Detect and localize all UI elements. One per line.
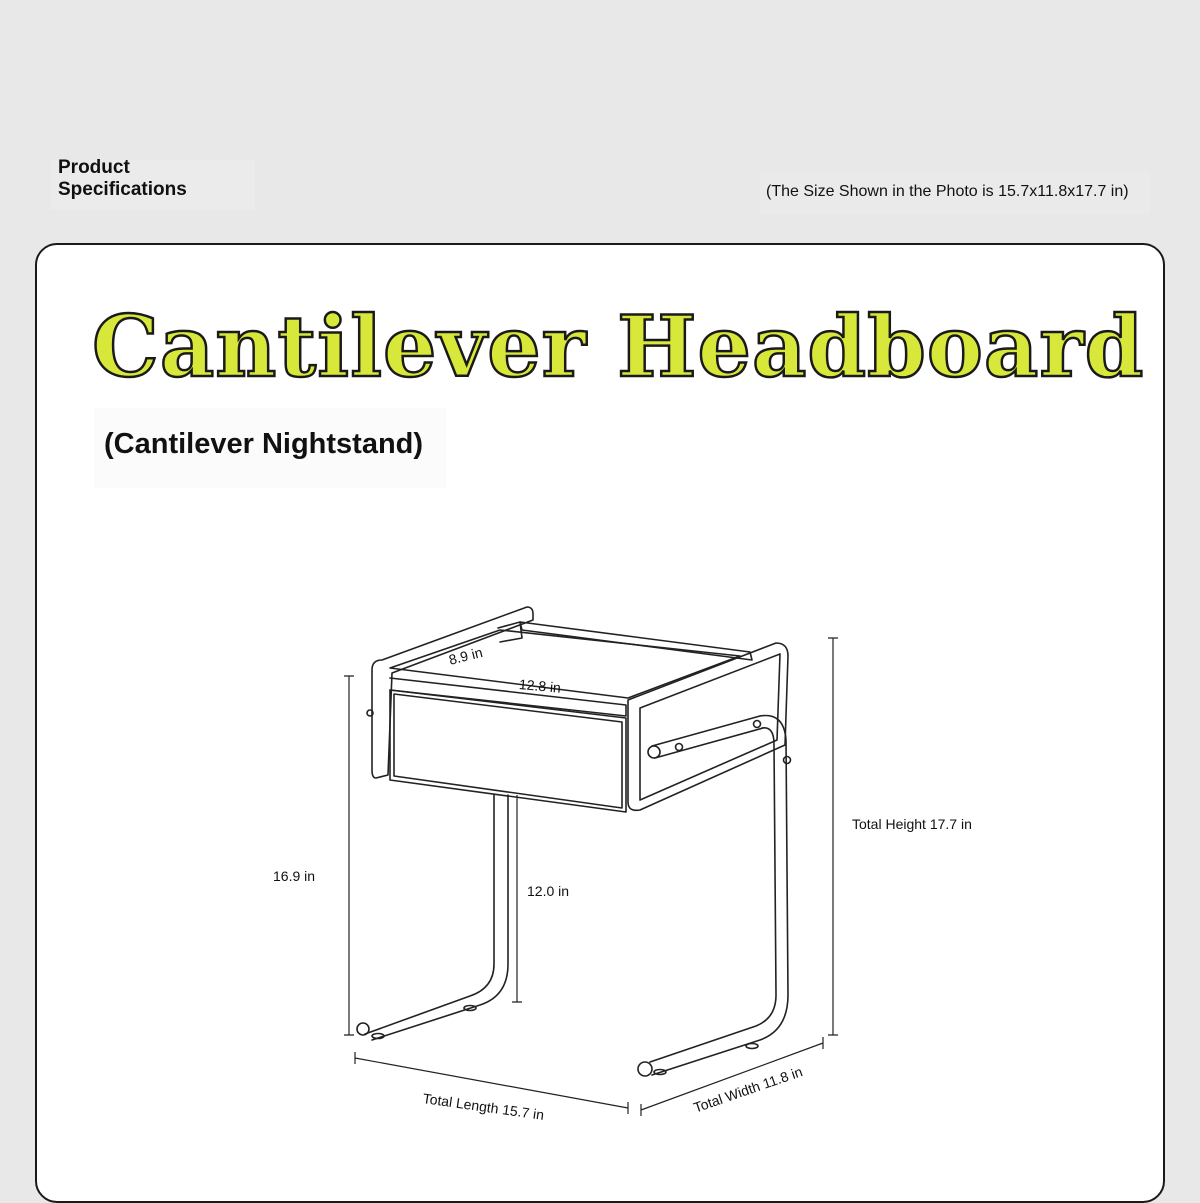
foot-cap-right: [638, 1062, 652, 1076]
dim-top-depth-label: 8.9 in: [447, 643, 485, 668]
foot-cap-left: [357, 1023, 369, 1035]
top-surface: [390, 630, 740, 698]
bolt-1: [676, 744, 683, 751]
left-side-panel: [372, 607, 533, 778]
right-frame-tube: [650, 716, 788, 1076]
right-arm-tube: [652, 716, 763, 758]
left-leg-tube: [365, 795, 508, 1040]
foot-pad-4: [746, 1044, 758, 1049]
bolt-2: [754, 721, 761, 728]
front-top-lip: [390, 678, 626, 716]
dim-left-height-line: [344, 676, 354, 1035]
dim-total-length-label: Total Length 15.7 in: [421, 1090, 546, 1123]
dim-total-width-label: Total Width 11.8 in: [691, 1063, 805, 1116]
product-subtitle: (Cantilever Nightstand): [94, 408, 446, 488]
arm-cap-right: [648, 746, 660, 758]
dim-leg-height-line: [512, 795, 522, 1002]
dim-total-height-label: Total Height 17.7 in: [852, 816, 972, 832]
bolt-3: [784, 757, 791, 764]
product-title: Cantilever Headboard: [92, 297, 1145, 396]
dim-leg-height-label: 12.0 in: [527, 883, 570, 899]
spec-header-title: Product Specifications: [58, 157, 187, 200]
dim-top-width-label: 12.8 in: [518, 676, 562, 696]
dim-total-height-line: [828, 638, 838, 1035]
size-note: (The Size Shown in the Photo is 15.7x11.8x17.7 in): [760, 172, 1150, 214]
dim-left-height-label: 16.9 in: [273, 868, 316, 884]
